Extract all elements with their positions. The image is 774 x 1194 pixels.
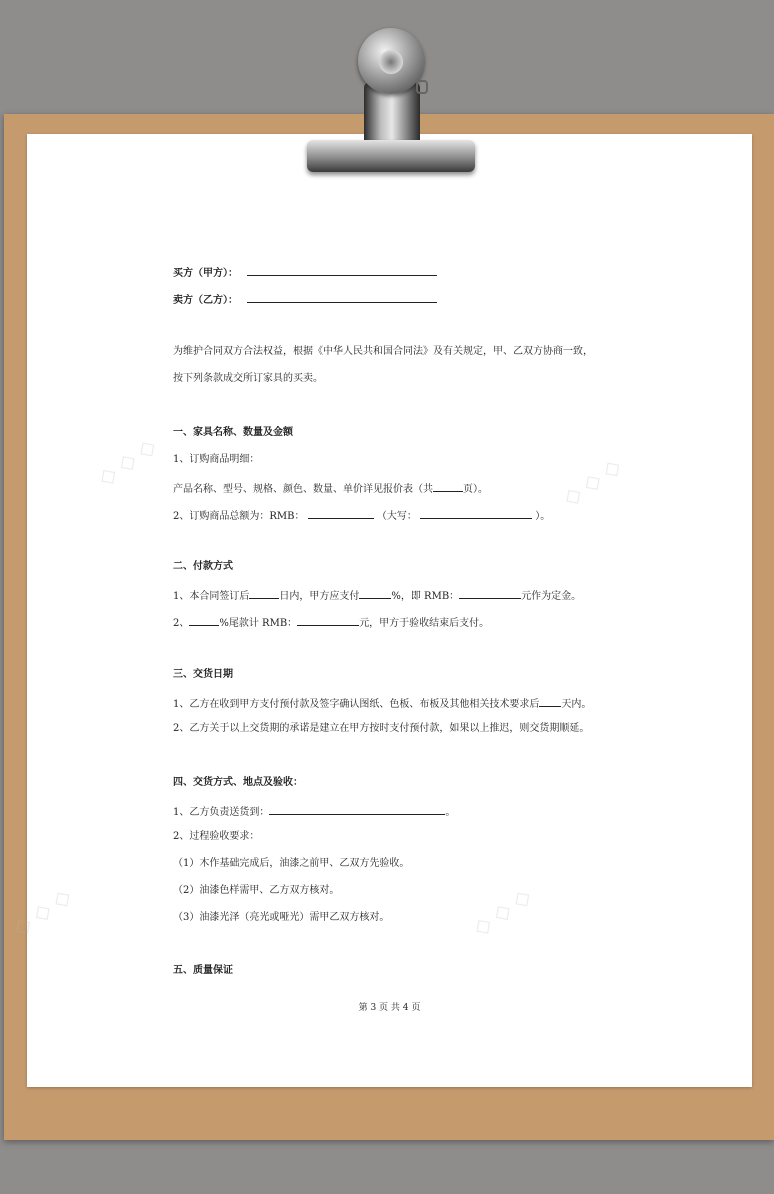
buyer-blank[interactable]: [247, 265, 437, 276]
section-2-title: 二、付款方式: [173, 561, 233, 572]
payment-text-c: %，即 RMB：: [391, 591, 460, 602]
days-blank[interactable]: [249, 588, 279, 599]
percent-blank[interactable]: [359, 588, 391, 599]
payment-text-a: 1、本合同签订后: [173, 591, 250, 602]
binder-clip-base: [307, 140, 475, 172]
uppercase-label: （大写：: [376, 511, 417, 522]
balance-percent-blank[interactable]: [189, 615, 219, 626]
payment-text-d: 元作为定金。: [521, 591, 582, 602]
address-end: 。: [445, 807, 456, 818]
section-1-detail: [173, 481, 488, 496]
address-label: 1、乙方负责送货到：: [173, 807, 270, 818]
watermark: ◇ ◇ ◇: [558, 453, 627, 512]
seller-label: 卖方（乙方）：: [173, 295, 238, 306]
balance-amount-blank[interactable]: [297, 615, 359, 626]
section-1-title: 一、家具名称、数量及金额: [173, 427, 293, 438]
section-1-item-1: 1、订购商品明细：: [173, 454, 260, 465]
uppercase-blank[interactable]: [420, 508, 532, 519]
page-number: 第 3 页 共 4 页: [358, 1003, 421, 1013]
section-4-line-2: 2、过程验收要求：: [173, 831, 260, 842]
address-blank[interactable]: [269, 804, 445, 815]
delivery-text-b: 天内。: [561, 699, 592, 710]
binder-clip-wire: [416, 80, 428, 94]
watermark: ◇ ◇ ◇: [468, 883, 537, 942]
buyer-line: [173, 265, 437, 280]
section-5-title: 五、质量保证: [173, 965, 233, 976]
watermark: ◇ ◇ ◇: [8, 883, 77, 942]
uppercase-end: ）。: [535, 511, 551, 522]
total-label: 2、订购商品总额为：RMB：: [173, 511, 305, 522]
section-3-line-1: [173, 696, 591, 711]
total-blank[interactable]: [308, 508, 374, 519]
section-4-line-1: [173, 804, 455, 819]
seller-blank[interactable]: [247, 292, 437, 303]
balance-text-a: 2、: [173, 618, 190, 629]
section-2-line-2: [173, 615, 489, 630]
seller-line: [173, 292, 437, 307]
pages-blank[interactable]: [433, 481, 463, 492]
section-2-line-1: [173, 588, 581, 603]
intro-line-1: 为维护合同双方合法权益，根据《中华人民共和国合同法》及有关规定，甲、乙双方协商一致，: [173, 346, 593, 357]
section-1-item-2: [173, 508, 550, 523]
balance-text-c: 元，甲方于验收结束后支付。: [359, 618, 490, 629]
delivery-days-blank[interactable]: [539, 696, 561, 707]
binder-clip-hole: [379, 50, 403, 74]
intro-line-2: 按下列条款成交所订家具的买卖。: [173, 373, 323, 384]
section-4-title: 四、交货方式、地点及验收：: [173, 777, 303, 788]
section-4-sub-1: （1）木作基础完成后，油漆之前甲、乙双方先验收。: [173, 858, 410, 869]
section-4-sub-3: （3）油漆光泽（亮光或哑光）需甲乙双方核对。: [173, 912, 390, 923]
watermark: ◇ ◇ ◇: [93, 433, 162, 492]
detail-text-end: 页）。: [463, 484, 488, 495]
balance-text-b: %尾款计 RMB：: [219, 618, 298, 629]
delivery-text-a: 1、乙方在收到甲方支付预付款及签字确认图纸、色板、布板及其他相关技术要求后: [173, 699, 540, 710]
buyer-label: 买方（甲方）：: [173, 268, 238, 279]
payment-text-b: 日内，甲方应支付: [279, 591, 360, 602]
section-3-line-2: 2、乙方关于以上交货期的承诺是建立在甲方按时支付预付款，如果以上推迟，则交货期顺延。: [173, 723, 590, 734]
section-3-title: 三、交货日期: [173, 669, 233, 680]
detail-text: 产品名称、型号、规格、颜色、数量、单价详见报价表（共: [173, 484, 433, 495]
section-4-sub-2: （2）油漆色样需甲、乙方双方核对。: [173, 885, 340, 896]
deposit-blank[interactable]: [459, 588, 521, 599]
